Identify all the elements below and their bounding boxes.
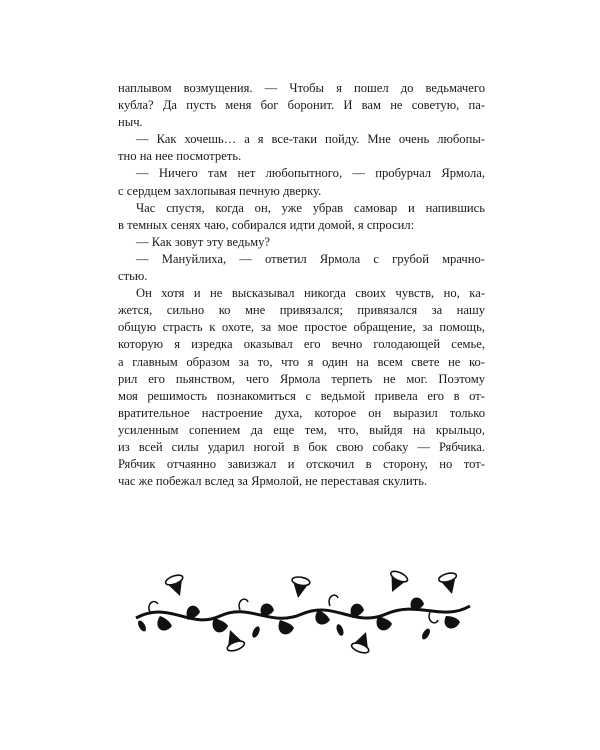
text-line: которую я изредка оказывал его вечно голодающей семье,	[118, 337, 485, 352]
text-line: усиленным сопением да еще тем, что, выйдя на крыльцо,	[118, 422, 485, 437]
text-line: Час спустя, когда он, уже убрав самовар и напившись	[136, 200, 485, 215]
paragraph	[118, 200, 485, 234]
text-line: жется, сильно ко мне привязался; привязался за нашу	[118, 303, 485, 318]
text-line: а главным образом за то, что я один на всем свете не ко-	[118, 354, 485, 369]
text-line: вратительное настроение духа, которое он выразил только	[118, 405, 485, 420]
text-line: — Мануйлиха, — ответил Ярмола с грубой мрачно-	[136, 251, 485, 266]
paragraph	[118, 285, 485, 490]
text-line: кубла? Да пусть меня бог боронит. И вам не советую, па-	[118, 98, 485, 113]
text-line: ныч.	[118, 115, 143, 130]
text-line: — Как хочешь… а я все-таки пойду. Мне очень любопы-	[136, 132, 485, 147]
text-line: с сердцем захлопывая печную дверку.	[118, 183, 322, 198]
paragraph	[118, 234, 485, 251]
text-line: Рябчик отчаянно завизжал и отскочил в сторону, но тот-	[118, 457, 485, 472]
text-line: — Как зовут эту ведьму?	[136, 234, 270, 249]
text-line: стью.	[118, 269, 148, 284]
text-line: наплывом возмущения. — Чтобы я пошел до ведьмачего	[118, 81, 485, 95]
text-line: Он хотя и не высказывал никогда своих чувств, но, ка-	[136, 286, 485, 301]
text-line: час же побежал вслед за Ярмолой, не переставая скулить.	[118, 474, 428, 489]
text-line: в темных сенях чаю, собирался идти домой, я спросил:	[118, 217, 415, 232]
text-line: — Ничего там нет любопытного, — пробурчал Ярмола,	[136, 166, 485, 181]
text-line: моя решимость познакомиться с ведьмой привела его в от-	[118, 388, 485, 403]
paragraph	[118, 165, 485, 199]
text-line: тно на нее посмотреть.	[118, 149, 242, 164]
paragraph	[118, 131, 485, 165]
text-line: из всей силы ударил ногой в бок свою собаку — Рябчика.	[118, 439, 485, 454]
paragraph	[118, 80, 485, 131]
text-line: общую страсть к охоте, за мое простое обращение, за помощь,	[118, 320, 485, 335]
text-line: рил его пьянством, чего Ярмола терпеть не мог. Поэтому	[118, 371, 485, 386]
paragraph	[118, 251, 485, 285]
page-text	[118, 80, 485, 490]
floral-vine-icon	[130, 570, 475, 660]
